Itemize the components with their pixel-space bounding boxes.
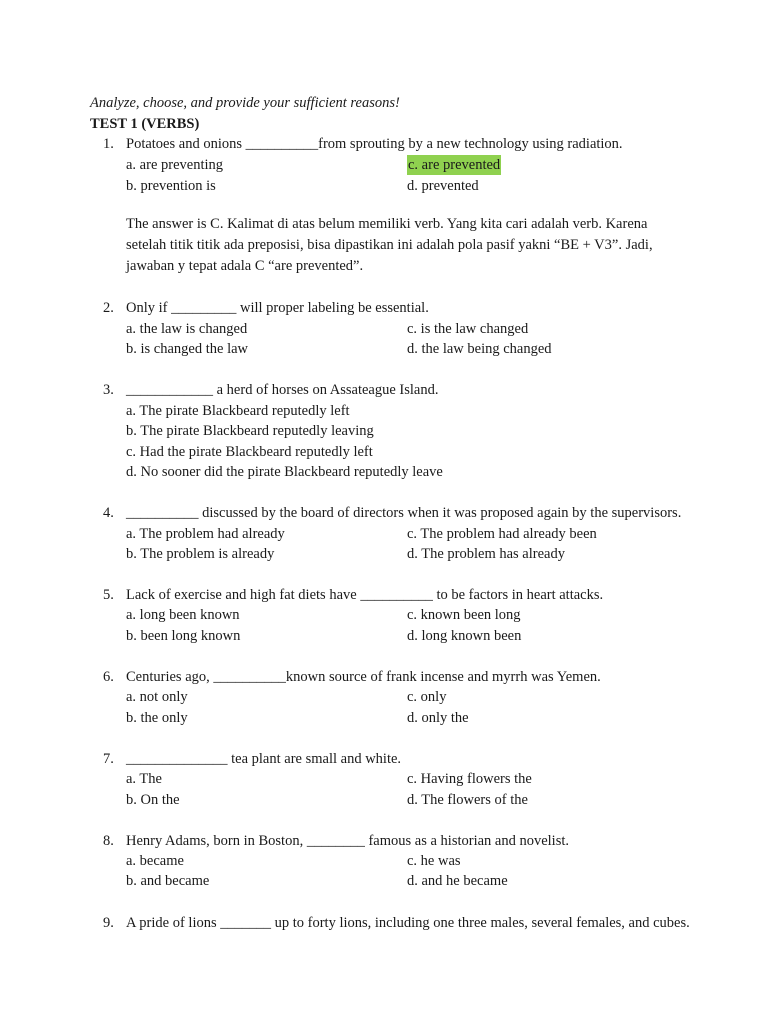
question-stem: A pride of lions _______ up to forty lions, including one three males, several females, and cubes. [126,915,690,931]
question-number: 9. [103,915,114,931]
option-b: b. is changed the law [126,341,249,357]
question-stem: Only if _________ will proper labeling be essential. [126,300,429,316]
question-number: 3. [103,382,114,398]
option-a: a. became [126,853,184,869]
option-c: c. The problem had already been [407,526,597,542]
option-d: d. long known been [407,628,522,644]
question-number: 5. [103,587,114,603]
option-c: c. is the law changed [407,321,529,337]
option-b: b. The problem is already [126,546,275,562]
option-a: a. The pirate Blackbeard reputedly left [126,403,350,419]
option-b: b. On the [126,792,180,808]
option-a: a. the law is changed [126,321,248,337]
option-b: b. and became [126,873,210,889]
option-d: d. only the [407,710,469,726]
option-a: a. are preventing [126,157,224,173]
question-number: 6. [103,669,114,685]
question-number: 4. [103,505,114,521]
option-b: b. prevention is [126,178,216,194]
option-c: c. known been long [407,607,521,623]
option-d: d. No sooner did the pirate Blackbeard reputedly leave [126,464,443,480]
instruction-text: Analyze, choose, and provide your sufficient reasons! [90,95,400,111]
option-a: a. not only [126,689,188,705]
question-number: 7. [103,751,114,767]
option-d: d. prevented [407,178,479,194]
option-a: a. long been known [126,607,240,623]
question-stem: ______________ tea plant are small and white. [126,751,402,767]
question-stem: ____________ a herd of horses on Assateague Island. [126,382,439,398]
answer-explanation: The answer is C. Kalimat di atas belum memiliki verb. Yang kita cari adalah verb. Karena setelah titik titik ada preposisi, bisa dipastikan ini adalah pola pasif yakni “BE + V3”. Jadi, jawaban y tepat adala C “are prevented”. [126,216,653,274]
option-b: b. the only [126,710,188,726]
option-d: d. and he became [407,873,508,889]
question-number: 2. [103,300,114,316]
option-a: a. The problem had already [126,526,285,542]
option-d: d. The flowers of the [407,792,528,808]
option-c: c. Had the pirate Blackbeard reputedly left [126,444,373,460]
option-d: d. The problem has already [407,546,565,562]
option-c: c. only [407,689,447,705]
option-c: c. Having flowers the [407,771,532,787]
option-c-highlighted: c. are prevented [408,157,501,173]
test-title: TEST 1 (VERBS) [90,116,200,132]
option-b: b. The pirate Blackbeard reputedly leaving [126,423,374,439]
question-stem: Potatoes and onions __________from sprouting by a new technology using radiation. [126,136,623,152]
question-stem: Henry Adams, born in Boston, ________ famous as a historian and novelist. [126,833,570,849]
question-stem: __________ discussed by the board of directors when it was proposed again by the supervisors. [126,505,682,521]
option-c: c. he was [407,853,461,869]
question-stem: Centuries ago, __________known source of frank incense and myrrh was Yemen. [126,669,601,685]
option-a: a. The [126,771,162,787]
question-number: 1. [103,136,114,152]
option-b: b. been long known [126,628,241,644]
question-stem: Lack of exercise and high fat diets have __________ to be factors in heart attacks. [126,587,604,603]
option-d: d. the law being changed [407,341,552,357]
question-number: 8. [103,833,114,849]
